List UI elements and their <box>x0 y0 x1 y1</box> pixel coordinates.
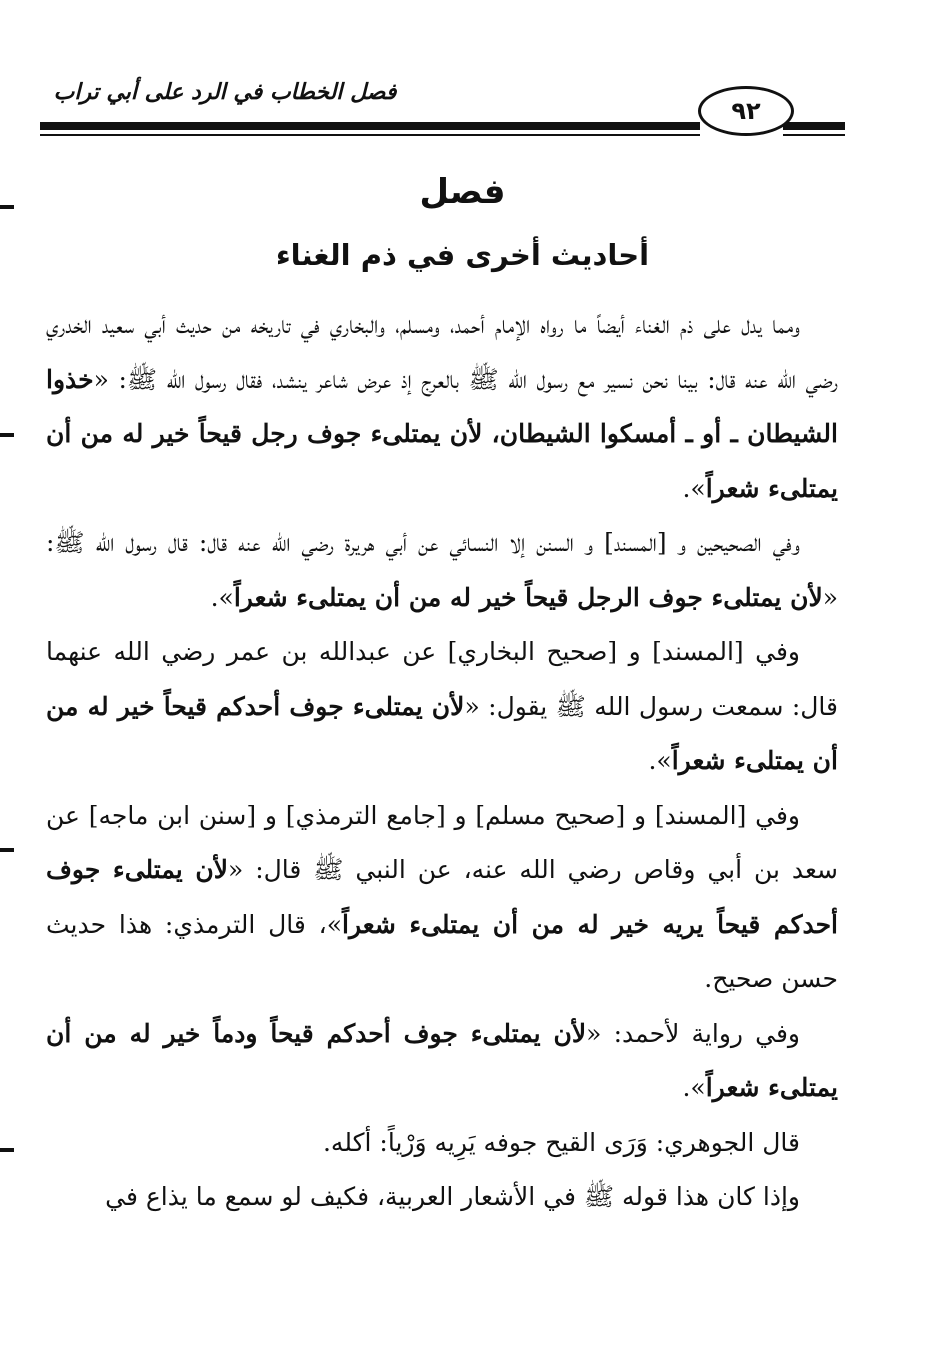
paragraph-7 <box>46 1170 838 1225</box>
running-title: فصل الخطاب في الرد على أبي تراب <box>53 80 397 105</box>
header-rule-thin <box>40 134 700 136</box>
header-rule-right-thick <box>783 122 845 130</box>
body-text <box>46 298 838 1225</box>
hadith-quote: لأن يمتلىء جوف الرجل قيحاً خير له من أن يمتلىء شعراً <box>233 582 823 612</box>
hadith-quote: خذوا الشيطان ـ أو ـ أمسكوا الشيطان، لأن يمتلىء جوف رجل قيحاً خير له من أن يمتلىء شعراً <box>46 364 838 503</box>
paragraph-5 <box>46 1007 838 1116</box>
hadith-quote: لأن يمتلىء جوف أحدكم قيحاً ودماً خير له من أن يمتلىء شعراً <box>46 1018 838 1102</box>
paragraph-text: وفي [المسند] و [صحيح البخاري] عن عبدالله بن عمر رضي الله عنهما قال: سمعت رسول الله ﷺ يقول: « <box>46 637 838 721</box>
paragraph-text: ». <box>682 473 706 503</box>
paragraph-4 <box>46 789 838 1007</box>
hadith-quote: لأن يمتلىء جوف أحدكم قيحاً يريه خير له من أن يمتلىء شعراً <box>46 855 838 939</box>
paragraph-text: ». <box>682 1073 706 1102</box>
margin-mark <box>0 1148 14 1152</box>
header-rule-thick <box>40 122 700 130</box>
paragraph-2 <box>46 516 838 625</box>
margin-mark <box>0 433 14 437</box>
paragraph-1 <box>46 298 838 516</box>
paragraph-text: ومما يدل على ذم الغناء أيضاً ما رواه الإمام أحمد، ومسلم، والبخاري في تاريخه من حديث أبي سعيد الخدري رضي الله عنه قال: بينا نحن نسير مع رسول الله ﷺ بالعرج إذ عرض شاعر ينشد، فقال رسول الله ﷺ: « <box>46 310 838 394</box>
section-subtitle: أحاديث أخرى في ذم الغناء <box>275 238 650 272</box>
paragraph-text: ». <box>648 746 672 775</box>
page-header <box>40 72 845 142</box>
page-number: ٩٢ <box>698 86 794 136</box>
paragraph-text: وإذا كان هذا قوله ﷺ في الأشعار العربية، فكيف لو سمع ما يذاع في <box>105 1182 800 1211</box>
paragraph-6 <box>46 1116 838 1171</box>
paragraph-3 <box>46 625 838 789</box>
section-title: فصل <box>419 172 506 212</box>
paragraph-text: وفي الصحيحين و [المسند] و السنن إلا النسائي عن أبي هريرة رضي الله عنه قال: قال رسول الله ﷺ: « <box>46 528 838 612</box>
margin-mark <box>0 848 14 852</box>
margin-mark <box>0 205 14 209</box>
paragraph-text: وفي رواية لأحمد: « <box>586 1018 800 1048</box>
paragraph-text: »، قال الترمذي: هذا حديث حسن صحيح. <box>46 909 838 993</box>
hadith-quote: لأن يمتلىء جوف أحدكم قيحاً خير له من أن يمتلىء شعراً <box>46 691 838 775</box>
paragraph-text: وفي [المسند] و [صحيح مسلم] و [جامع الترمذي] و [سنن ابن ماجه] عن سعد بن أبي وقاص رضي الله عنه، عن النبي ﷺ قال: « <box>46 800 838 884</box>
paragraph-text: ». <box>210 582 234 612</box>
header-rule-right-thin <box>783 134 845 136</box>
paragraph-text: قال الجوهري: وَرَى القيح جوفه يَرِيه وَرْياً: أكله. <box>322 1127 800 1157</box>
